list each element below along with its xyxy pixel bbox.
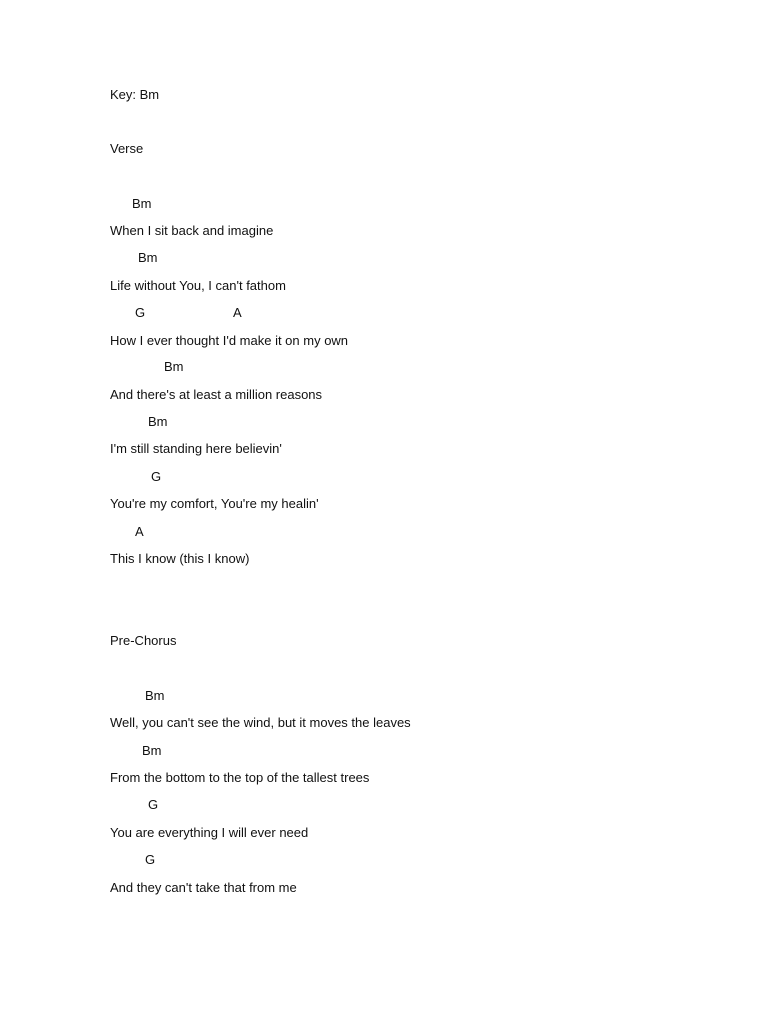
lyric-line: And there's at least a million reasons — [110, 387, 323, 402]
lyric-line: Well, you can't see the wind, but it moves the leaves — [110, 715, 411, 730]
chord-symbol: G — [151, 469, 162, 484]
lyric-line: Life without You, I can't fathom — [110, 278, 286, 293]
chord-symbol: G — [135, 305, 146, 320]
song-key: Key: Bm — [110, 87, 160, 102]
chord-symbol: Bm — [145, 688, 165, 703]
lyric-line: You're my comfort, You're my healin' — [110, 496, 319, 511]
lyric-line: From the bottom to the top of the tallest trees — [110, 770, 370, 785]
lyric-line: When I sit back and imagine — [110, 223, 274, 238]
section-heading-pre-chorus: Pre-Chorus — [110, 633, 177, 648]
lyric-line: You are everything I will ever need — [110, 825, 309, 840]
lyric-line: I'm still standing here believin' — [110, 441, 282, 456]
lyric-line: This I know (this I know) — [110, 551, 250, 566]
chord-symbol: A — [135, 524, 144, 539]
chord-symbol: Bm — [132, 196, 152, 211]
chord-symbol: Bm — [164, 359, 184, 374]
section-heading-verse: Verse — [110, 141, 144, 156]
chord-symbol: G — [145, 852, 156, 867]
chord-symbol: Bm — [142, 743, 162, 758]
chord-symbol: Bm — [138, 250, 158, 265]
chord-symbol: G — [148, 797, 159, 812]
lyric-line: How I ever thought I'd make it on my own — [110, 333, 349, 348]
lyric-line: And they can't take that from me — [110, 880, 297, 895]
chord-symbol: Bm — [148, 414, 168, 429]
chord-symbol: A — [233, 305, 242, 320]
